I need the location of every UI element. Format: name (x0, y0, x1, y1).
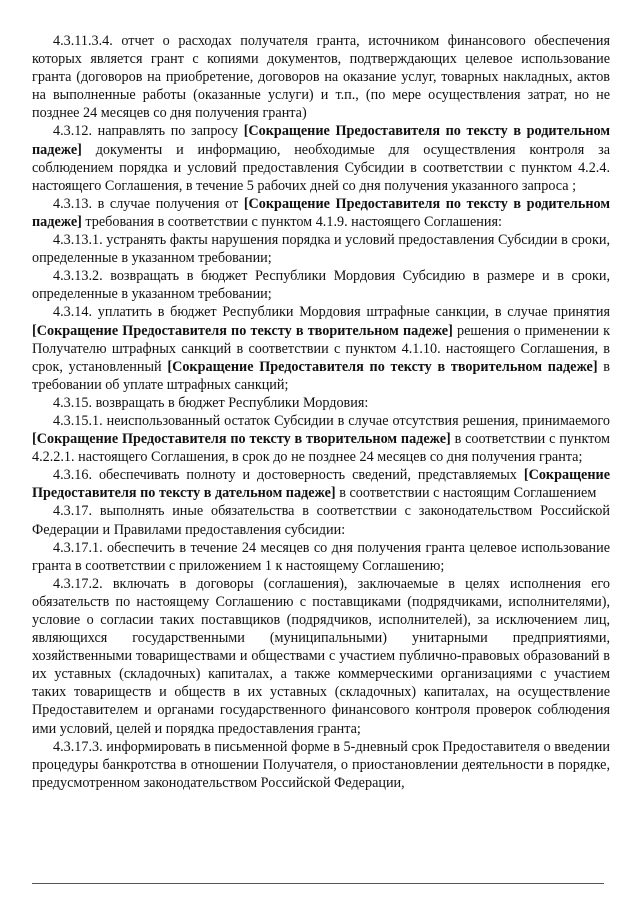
placeholder-text: [Сокращение Предоставителя по тексту в родительном падеже] (32, 195, 611, 230)
clause-paragraph (32, 394, 610, 412)
clause-paragraph (32, 231, 610, 267)
placeholder-text: [Сокращение Предоставителя по тексту в дательном падеже] (32, 467, 610, 502)
clause-paragraph (32, 32, 610, 122)
document-body (32, 32, 610, 792)
placeholder-text: [Сокращение Предоставителя по тексту в родительном падеже] (32, 123, 610, 158)
placeholder-text: [Сокращение Предоставителя по тексту в творительном падеже] (32, 322, 453, 339)
clause-paragraph (32, 575, 610, 738)
clause-paragraph (32, 195, 610, 231)
clause-paragraph (32, 122, 610, 194)
placeholder-text: [Сокращение Предоставителя по тексту в творительном падеже] (32, 431, 451, 448)
clause-text: 4.3.16. обеспечивать полноту и достоверность сведений, представляемых (53, 467, 524, 484)
clause-paragraph (32, 502, 610, 538)
clause-text: документы и информацию, необходимые для осуществления контроля за соблюдением порядка и условий предоставления Субсидии в соответствии с пунктом 4.2.4. настоящего Соглашения, в течение 5 рабочих дней со дня получения указанного запроса ; (32, 141, 610, 194)
clause-text: требования в соответствии с пунктом 4.1.9. настоящего Соглашения: (81, 213, 502, 230)
placeholder-text: [Сокращение Предоставителя по тексту в творительном падеже] (167, 358, 598, 375)
clause-paragraph (32, 466, 610, 502)
clause-text: 4.3.11.3.4. отчет о расходах получателя гранта, источником финансового обеспечения которых является грант с копиями документов, подтверждающих целевое использование гранта (договоров на приобретение, договоров на оказание услуг, товарных накладных, актов на выполненные работы (оказанные услуги) и т.п., (по мере осуществления затрат, но не позднее 24 месяцев со дня получения гранта) (32, 33, 610, 122)
clause-text: 4.3.17.2. включать в договоры (соглашения), заключаемые в целях исполнения его обязательств по настоящему Соглашению с поставщиками (подрядчиками, исполнителями), условие о согласии таких поставщиков (подрядчиков, исполнителей), за исключением лиц, являющихся государственными (муниципальными) унитарными предприятиями, хозяйственными товариществами и обществами с участием публично-правовых образований в их уставных (складочных) капиталах, а также коммерческими организациями с участием таких товариществ и обществ в их уставных (складочных) капиталах, на осуществление Предоставителем и органами государственного финансового контроля проверок соблюдения ими условий, целей и порядка предоставления гранта; (32, 575, 610, 737)
clause-text: 4.3.17.3. информировать в письменной форме в 5-дневный срок Предоставителя о введении процедуры банкротства в отношении Получателя, о приостановлении деятельности в порядке, предусмотренном законодательством Российской Федерации, (32, 738, 610, 791)
clause-text: 4.3.13.2. возвращать в бюджет Республики Мордовия Субсидию в размере и в сроки, определенные в указанном требовании; (32, 268, 610, 303)
clause-text: 4.3.13.1. устранять факты нарушения порядка и условий предоставления Субсидии в сроки, определенные в указанном требовании; (32, 232, 610, 267)
footnote-separator (32, 883, 604, 884)
clause-text: 4.3.15. возвращать в бюджет Республики Мордовия: (53, 394, 369, 411)
clause-text: 4.3.14. уплатить в бюджет Республики Мордовия штрафные санкции, в случае принятия (53, 304, 610, 321)
clause-text: в требовании об уплате штрафных санкций; (32, 358, 611, 393)
clause-text: 4.3.13. в случае получения от (53, 195, 244, 212)
clause-text: 4.3.15.1. неиспользованный остаток Субсидии в случае отсутствия решения, принимаемого (53, 412, 610, 429)
clause-paragraph (32, 738, 610, 792)
clause-paragraph (32, 303, 610, 393)
clause-text: в соответствии с пунктом 4.2.2.1. настоящего Соглашения, в срок до не позднее 24 месяцев со дня получения гранта; (32, 431, 610, 466)
clause-paragraph (32, 267, 610, 303)
clause-text: решения о применении к Получателю штрафных санкций в соответствии с пунктом 4.1.10. настоящего Соглашения, в срок, установленный (32, 322, 611, 375)
clause-text: 4.3.17.1. обеспечить в течение 24 месяцев со дня получения гранта целевое использование гранта в соответствии с приложением 1 к настоящему Соглашению; (32, 539, 610, 574)
clause-paragraph (32, 539, 610, 575)
clause-text: 4.3.17. выполнять иные обязательства в соответствии с законодательством Российской Федерации и Правилами предоставления субсидии: (32, 503, 610, 538)
clause-text: в соответствии с настоящим Соглашением (335, 485, 597, 502)
clause-text: 4.3.12. направлять по запросу (53, 123, 244, 140)
clause-paragraph (32, 412, 610, 466)
